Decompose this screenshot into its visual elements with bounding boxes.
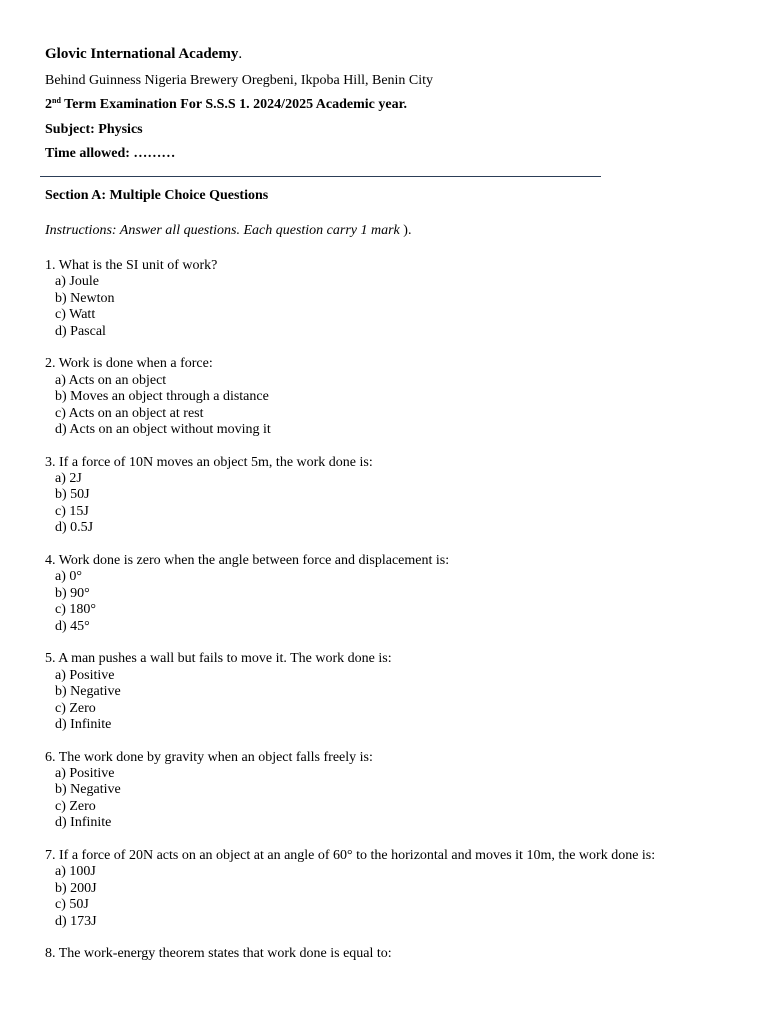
question-item bbox=[45, 651, 745, 733]
answer-option: d) 173J bbox=[55, 913, 97, 929]
answer-option: d) Infinite bbox=[55, 815, 112, 831]
answer-option: d) Pascal bbox=[55, 323, 106, 339]
question-text: 5. A man pushes a wall but fails to move it. The work done is: bbox=[45, 651, 392, 667]
answer-option: b) 200J bbox=[55, 880, 97, 896]
answer-option: a) 0° bbox=[55, 569, 82, 585]
answer-option: d) Acts on an object without moving it bbox=[55, 421, 271, 437]
answer-option: c) Watt bbox=[55, 307, 96, 323]
answer-option: b) Negative bbox=[55, 782, 121, 798]
instructions-text: Instructions: Answer all questions. Each question carry 1 mark bbox=[45, 223, 400, 238]
answer-option: b) Negative bbox=[55, 684, 121, 700]
question-text: 7. If a force of 20N acts on an object at an angle of 60° to the horizontal and moves it 10m, the work done is: bbox=[45, 847, 656, 863]
question-item bbox=[45, 553, 745, 635]
answer-option: a) Positive bbox=[55, 766, 115, 782]
question-text: 4. Work done is zero when the angle between force and displacement is: bbox=[45, 552, 450, 568]
school-name bbox=[45, 46, 242, 63]
answer-option: a) Joule bbox=[55, 274, 99, 290]
section-title: Section A: Multiple Choice Questions bbox=[45, 188, 269, 203]
answer-option: a) 2J bbox=[55, 471, 82, 487]
instructions bbox=[45, 223, 411, 239]
answer-option: c) 50J bbox=[55, 897, 89, 913]
answer-option: c) Zero bbox=[55, 798, 96, 814]
school-name-period: . bbox=[238, 46, 243, 62]
question-list bbox=[45, 258, 745, 979]
answer-option: c) 15J bbox=[55, 503, 89, 519]
question-item bbox=[45, 848, 745, 930]
instructions-close: ). bbox=[399, 223, 412, 238]
question-item bbox=[45, 455, 745, 537]
exam-title bbox=[45, 97, 407, 113]
school-name-text: Glovic International Academy bbox=[45, 46, 239, 62]
answer-option: b) Newton bbox=[55, 290, 115, 306]
answer-option: a) 100J bbox=[55, 864, 96, 880]
answer-option: d) 45° bbox=[55, 618, 90, 634]
answer-option: a) Acts on an object bbox=[55, 372, 167, 388]
question-item bbox=[45, 258, 745, 340]
answer-option: c) Zero bbox=[55, 700, 96, 716]
answer-option: b) Moves an object through a distance bbox=[55, 389, 269, 405]
question-text: 3. If a force of 10N moves an object 5m, the work done is: bbox=[45, 454, 373, 470]
answer-option: c) 180° bbox=[55, 602, 96, 618]
term-suffix: nd bbox=[52, 96, 61, 105]
question-text: 1. What is the SI unit of work? bbox=[45, 258, 218, 273]
question-text: 6. The work done by gravity when an object falls freely is: bbox=[45, 749, 373, 765]
answer-option: b) 90° bbox=[55, 585, 90, 601]
question-item bbox=[45, 946, 745, 962]
header-divider bbox=[40, 176, 601, 177]
question-item bbox=[45, 750, 745, 832]
question-text: 2. Work is done when a force: bbox=[45, 356, 213, 372]
term-number: 2 bbox=[45, 97, 52, 112]
answer-option: d) 0.5J bbox=[55, 520, 94, 536]
subject-line: Subject: Physics bbox=[45, 122, 143, 137]
answer-option: a) Positive bbox=[55, 667, 115, 683]
answer-option: d) Infinite bbox=[55, 716, 112, 732]
school-address: Behind Guinness Nigeria Brewery Oregbeni, Ikpoba Hill, Benin City bbox=[45, 73, 434, 88]
answer-option: c) Acts on an object at rest bbox=[55, 405, 204, 421]
exam-title-text: Term Examination For S.S.S 1. 2024/2025 Academic year. bbox=[60, 97, 408, 112]
question-text: 8. The work-energy theorem states that work done is equal to: bbox=[45, 946, 392, 962]
question-item bbox=[45, 356, 745, 438]
answer-option: b) 50J bbox=[55, 487, 90, 503]
time-allowed: Time allowed: ……… bbox=[45, 146, 176, 161]
